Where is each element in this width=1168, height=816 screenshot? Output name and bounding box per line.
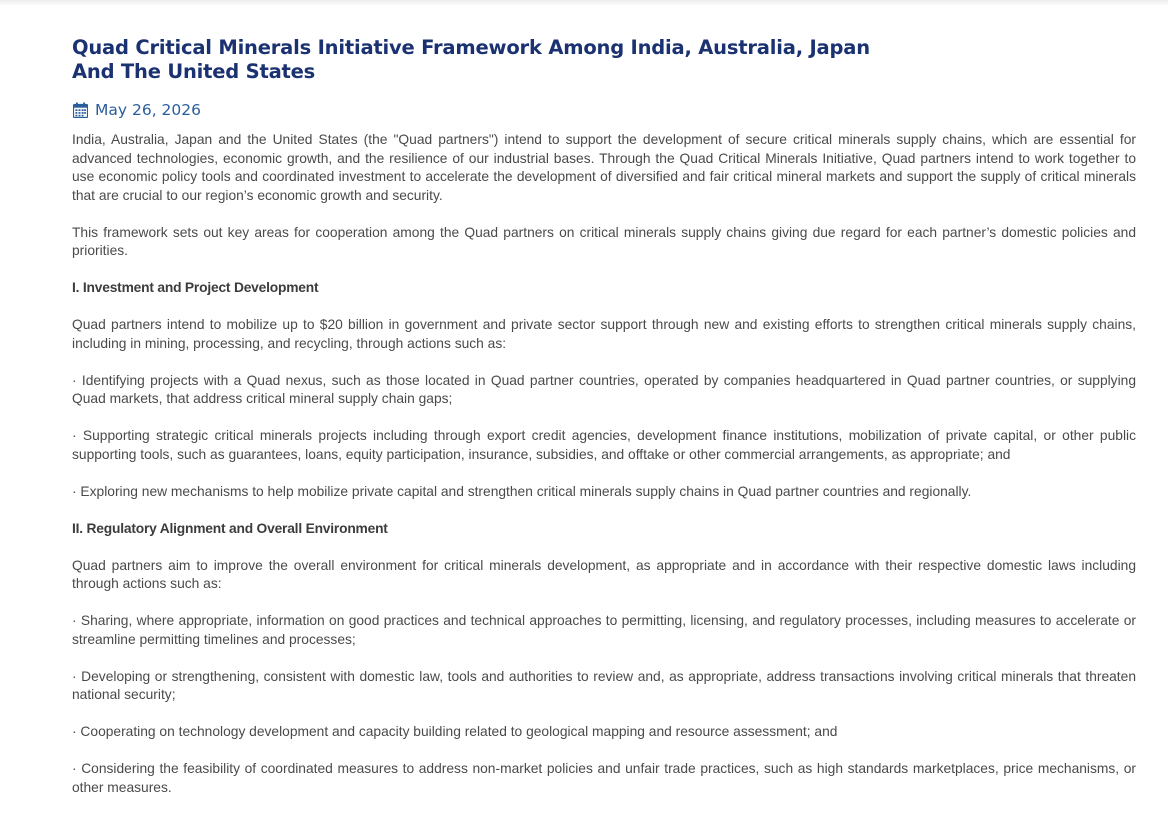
article-date-row — [72, 100, 1136, 120]
article — [72, 36, 1136, 816]
section-heading: I. Investment and Project Development — [72, 280, 319, 295]
paragraph: · Sharing, where appropriate, information on good practices and technical approaches to permitting, licensing, and regulatory processes, including measures to accelerate or streamline permitting timelines and processes; — [72, 613, 1136, 647]
paragraph: India, Australia, Japan and the United States (the "Quad partners") intend to support the development of secure critical minerals supply chains, which are essential for advanced technologies, economic growth, and the resilience of our industrial bases. Through the Quad Critical Minerals Initiative, Quad partners intend to work together to use economic policy tools and coordinated investment to accelerate the development of diversified and fair critical mineral markets and support the supply of critical minerals that are crucial to our region’s economic growth and security. — [72, 132, 1136, 203]
article-body — [72, 131, 1136, 797]
paragraph: Quad partners intend to mobilize up to $20 billion in government and private sector support through new and existing efforts to strengthen critical minerals supply chains, including in mining, processing, and recycling, through actions such as: — [72, 317, 1136, 351]
calendar-icon — [72, 102, 95, 118]
paragraph: · Supporting strategic critical minerals projects including through export credit agencies, development finance institutions, mobilization of private capital, or other public supporting tools, such as guarantees, loans, equity participation, insurance, subsidies, and offtake or other commercial arrangements, as appropriate; and — [72, 428, 1136, 462]
article-title: Quad Critical Minerals Initiative Framework Among India, Australia, Japan And The United States — [72, 36, 870, 83]
paragraph: This framework sets out key areas for cooperation among the Quad partners on critical minerals supply chains giving due regard for each partner’s domestic policies and priorities. — [72, 224, 1136, 258]
section-heading: II. Regulatory Alignment and Overall Environment — [72, 520, 388, 536]
top-shadow — [0, 0, 1168, 6]
paragraph: · Considering the feasibility of coordinated measures to address non-market policies and unfair trade practices, such as high standards marketplaces, price mechanisms, or other measures. — [72, 761, 1136, 795]
article-date: May 26, 2026 — [95, 101, 201, 119]
paragraph: · Developing or strengthening, consistent with domestic law, tools and authorities to review and, as appropriate, address transactions involving critical minerals that threaten national security; — [72, 668, 1136, 702]
paragraph: · Exploring new mechanisms to help mobilize private capital and strengthen critical minerals supply chains in Quad partner countries and regionally. — [72, 483, 972, 499]
paragraph: · Cooperating on technology development and capacity building related to geological mapping and resource assessment; and — [72, 724, 838, 739]
paragraph: Quad partners aim to improve the overall environment for critical minerals development, as appropriate and in accordance with their respective domestic laws including through actions such as: — [72, 557, 1136, 591]
paragraph: · Identifying projects with a Quad nexus, such as those located in Quad partner countries, operated by companies headquartered in Quad partner countries, or supplying Quad markets, that address critical mineral supply chain gaps; — [72, 372, 1136, 406]
